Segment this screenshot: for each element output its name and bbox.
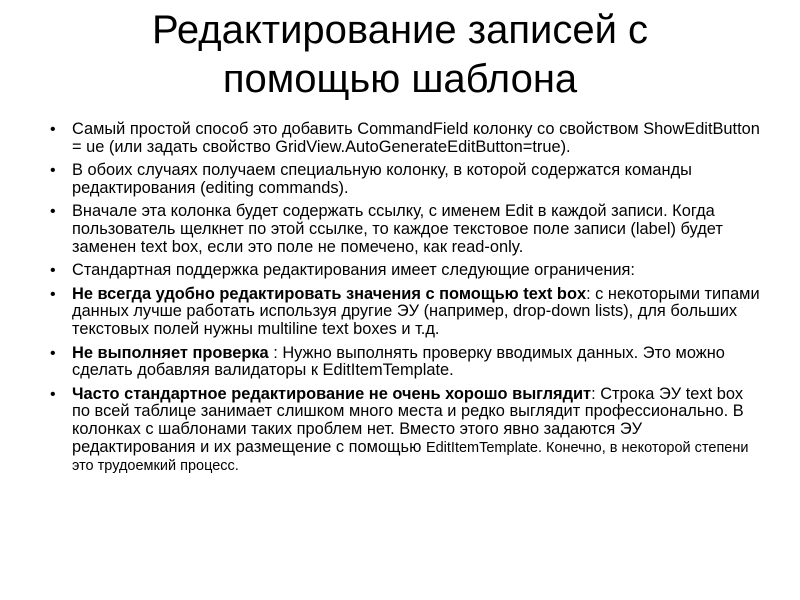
bullet-marker: • bbox=[50, 344, 56, 362]
bullet-marker: • bbox=[50, 385, 56, 403]
title-line-1: Редактирование записей с bbox=[151, 8, 649, 52]
bullet-item-5 bbox=[50, 286, 762, 339]
bullet-bold-text: Часто стандартное редактирование не очень хорошо выглядит bbox=[72, 384, 592, 403]
bullet-marker: • bbox=[50, 262, 56, 280]
bullet-item-2 bbox=[50, 162, 762, 197]
bullet-marker: • bbox=[50, 162, 56, 180]
bullet-text: В обоих случаях получаем специальную колонку, в которой содержатся команды редактирования (editing commands). bbox=[72, 161, 692, 197]
bullet-item-1 bbox=[50, 121, 762, 156]
title-line-2: помощью шаблона bbox=[222, 57, 578, 101]
bullet-text: : Нужно выполнять проверку вводимых данных. Это можно сделать добавляя валидаторы к EditItemTemplate. bbox=[72, 343, 725, 380]
bullet-text: : с некоторыми типами данных лучше работать используя другие ЭУ (например, drop-down lists), для больших текстовых полей нужны multiline text boxes и т.д. bbox=[72, 284, 760, 338]
bullet-marker: • bbox=[50, 285, 56, 303]
bullet-bold-text: Не всегда удобно редактировать значения с помощью text box bbox=[72, 284, 587, 303]
bullet-item-3 bbox=[50, 203, 762, 256]
bullet-bold-text: Не выполняет проверка bbox=[72, 343, 269, 362]
bullet-list bbox=[50, 121, 762, 482]
bullet-item-7 bbox=[50, 386, 762, 476]
bullet-small-text: EditItemTemplate. Конечно, в некоторой степени это трудоемкий процесс. bbox=[72, 439, 749, 475]
bullet-marker: • bbox=[50, 203, 56, 221]
bullet-item-6 bbox=[50, 345, 762, 380]
bullet-marker: • bbox=[50, 121, 56, 138]
bullet-text: Вначале эта колонка будет содержать ссылку, с именем Edit в каждой записи. Когда пользователь щелкнет по этой ссылке, то каждое текстовое поле записи (label) будет заменен text box, если это поле не помечено, как read-only. bbox=[72, 202, 723, 256]
bullet-text: : Строка ЭУ text box по всей таблице занимает слишком много места и редко выглядит профессионально. В колонках с шаблонами таких проблем нет. Вместо этого явно задаются ЭУ редактирования и их размещение с помощью bbox=[72, 384, 744, 456]
bullet-text: Стандартная поддержка редактирования имеет следующие ограничения: bbox=[72, 261, 635, 280]
slide-title bbox=[0, 6, 800, 104]
bullet-item-4 bbox=[50, 262, 762, 280]
bullet-text: Самый простой способ это добавить CommandField колонку со свойством ShowEditButton = ue (или задать свойство GridView.AutoGenerateEditButton=true). bbox=[72, 120, 760, 156]
